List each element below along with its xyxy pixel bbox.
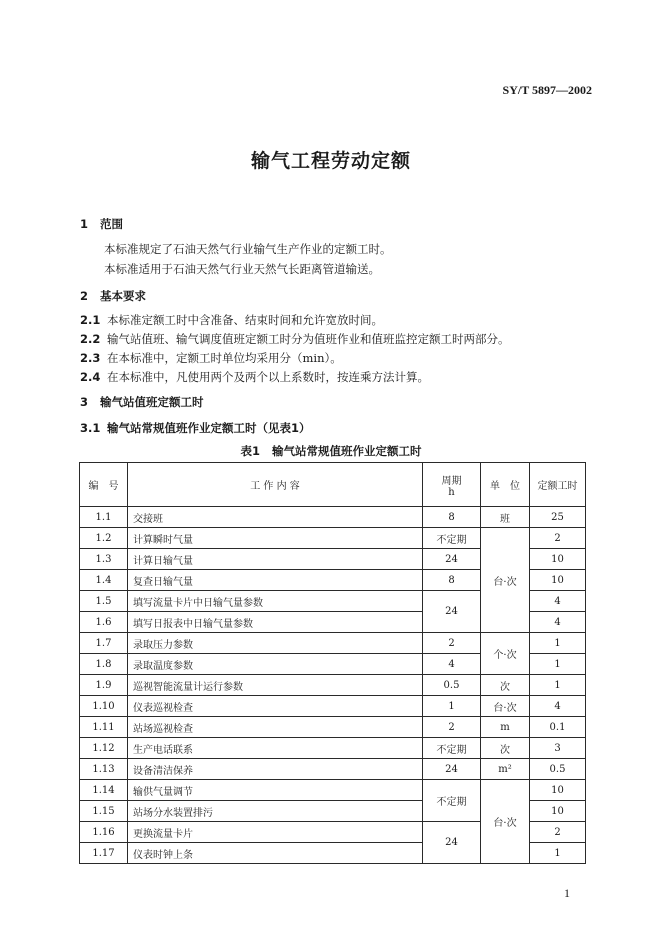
- cell-quota: 1: [530, 633, 586, 654]
- cell-id: 1.13: [80, 759, 128, 780]
- clause-2-1: [80, 312, 383, 328]
- table-caption-title: 输气站常规值班作业定额工时: [272, 444, 422, 458]
- header-period-line1: 周期: [441, 475, 462, 487]
- cell-id: 1.12: [80, 738, 128, 759]
- clause-number: 2.4: [80, 370, 101, 384]
- cell-content: 复查日输气量: [128, 570, 423, 591]
- clause-3-1: [80, 420, 311, 436]
- cell-content: 仪表时钟上条: [128, 843, 423, 864]
- cell-unit: 台·次: [481, 780, 530, 864]
- cell-quota: 0.5: [530, 759, 586, 780]
- clause-text: 输气站常规值班作业定额工时（见表1）: [107, 421, 311, 435]
- cell-content: 巡视智能流量计运行参数: [128, 675, 423, 696]
- cell-quota: 25: [530, 507, 586, 528]
- cell-period: 1: [423, 696, 481, 717]
- cell-id: 1.5: [80, 591, 128, 612]
- cell-period: 8: [423, 507, 481, 528]
- cell-period: 2: [423, 717, 481, 738]
- cell-quota: 10: [530, 570, 586, 591]
- cell-quota: 4: [530, 591, 586, 612]
- section-heading-scope: [80, 216, 123, 232]
- clause-text: 在本标准中，凡使用两个及两个以上系数时，按连乘方法计算。: [107, 370, 429, 384]
- cell-content: 填写日报表中日输气量参数: [128, 612, 423, 633]
- clause-text: 在本标准中，定额工时单位均采用分（min）。: [107, 351, 342, 365]
- table-caption-label: 表1: [240, 444, 260, 458]
- section-number: 2: [80, 289, 89, 303]
- cell-unit: 班: [481, 507, 530, 528]
- clause-number: 3.1: [80, 421, 101, 435]
- cell-period: 不定期: [423, 780, 481, 822]
- header-period: [423, 463, 481, 507]
- clause-number: 2.3: [80, 351, 101, 365]
- cell-period: 不定期: [423, 528, 481, 549]
- cell-content: 站场巡视检查: [128, 717, 423, 738]
- table-row: [80, 717, 586, 738]
- table-row: [80, 780, 586, 801]
- document-title: 输气工程劳动定额: [250, 150, 411, 172]
- cell-id: 1.10: [80, 696, 128, 717]
- scope-paragraph: 本标准规定了石油天然气行业输气生产作业的定额工时。: [104, 242, 392, 256]
- section-title: 输气站值班定额工时: [100, 395, 204, 409]
- table-row: [80, 528, 586, 549]
- cell-content: 计算瞬时气量: [128, 528, 423, 549]
- cell-id: 1.2: [80, 528, 128, 549]
- cell-content: 站场分水装置排污: [128, 801, 423, 822]
- cell-id: 1.14: [80, 780, 128, 801]
- cell-period: 2: [423, 633, 481, 654]
- header-quota: 定额工时: [530, 463, 586, 507]
- cell-quota: 2: [530, 822, 586, 843]
- cell-id: 1.7: [80, 633, 128, 654]
- cell-period: 24: [423, 822, 481, 864]
- clause-text: 本标准定额工时中含准备、结束时间和允许宽放时间。: [107, 313, 383, 327]
- cell-quota: 4: [530, 612, 586, 633]
- clause-text: 输气站值班、输气调度值班定额工时分为值班作业和值班监控定额工时两部分。: [107, 332, 510, 346]
- cell-unit: m: [481, 717, 530, 738]
- cell-unit: 次: [481, 675, 530, 696]
- section-number: 1: [80, 217, 89, 231]
- table-row: [80, 738, 586, 759]
- section-heading-requirements: [80, 288, 146, 304]
- cell-quota: 10: [530, 549, 586, 570]
- clause-2-2: [80, 331, 510, 347]
- page-number: 1: [564, 886, 570, 900]
- cell-quota: 10: [530, 780, 586, 801]
- cell-content: 输供气量调节: [128, 780, 423, 801]
- cell-quota: 0.1: [530, 717, 586, 738]
- cell-period: 24: [423, 549, 481, 570]
- section-heading-duty-quota: [80, 394, 204, 410]
- cell-id: 1.9: [80, 675, 128, 696]
- table-row: [80, 759, 586, 780]
- quota-table: [79, 462, 586, 864]
- table-row: [80, 696, 586, 717]
- cell-content: 仪表巡视检查: [128, 696, 423, 717]
- cell-quota: 1: [530, 675, 586, 696]
- cell-unit: 台·次: [481, 528, 530, 633]
- cell-id: 1.6: [80, 612, 128, 633]
- cell-id: 1.17: [80, 843, 128, 864]
- table-caption: [0, 443, 662, 459]
- cell-period: 4: [423, 654, 481, 675]
- cell-id: 1.4: [80, 570, 128, 591]
- cell-content: 录取温度参数: [128, 654, 423, 675]
- table-row: [80, 507, 586, 528]
- header-period-line2: h: [448, 486, 455, 498]
- table-header-row: [80, 463, 586, 507]
- cell-content: 设备清洁保养: [128, 759, 423, 780]
- cell-period: 24: [423, 591, 481, 633]
- clause-number: 2.1: [80, 313, 101, 327]
- cell-period: 24: [423, 759, 481, 780]
- section-number: 3: [80, 395, 89, 409]
- cell-content: 生产电话联系: [128, 738, 423, 759]
- cell-unit: 次: [481, 738, 530, 759]
- cell-id: 1.1: [80, 507, 128, 528]
- cell-period: 不定期: [423, 738, 481, 759]
- cell-id: 1.16: [80, 822, 128, 843]
- cell-period: 0.5: [423, 675, 481, 696]
- standard-code: SY/T 5897—2002: [502, 83, 592, 97]
- table-row: [80, 675, 586, 696]
- header-unit: 单 位: [481, 463, 530, 507]
- clause-number: 2.2: [80, 332, 101, 346]
- cell-quota: 2: [530, 528, 586, 549]
- section-title: 范围: [100, 217, 123, 231]
- cell-content: 计算日输气量: [128, 549, 423, 570]
- cell-id: 1.15: [80, 801, 128, 822]
- cell-content: 更换流量卡片: [128, 822, 423, 843]
- header-id: 编 号: [80, 463, 128, 507]
- cell-quota: 1: [530, 654, 586, 675]
- cell-content: 交接班: [128, 507, 423, 528]
- cell-id: 1.8: [80, 654, 128, 675]
- cell-period: 8: [423, 570, 481, 591]
- clause-2-4: [80, 369, 429, 385]
- table-row: [80, 633, 586, 654]
- cell-quota: 10: [530, 801, 586, 822]
- cell-unit: m²: [481, 759, 530, 780]
- cell-quota: 4: [530, 696, 586, 717]
- cell-content: 填写流量卡片中日输气量参数: [128, 591, 423, 612]
- cell-id: 1.11: [80, 717, 128, 738]
- cell-unit: 台·次: [481, 696, 530, 717]
- cell-id: 1.3: [80, 549, 128, 570]
- scope-paragraph: 本标准适用于石油天然气行业天然气长距离管道输送。: [104, 262, 380, 276]
- clause-2-3: [80, 350, 342, 366]
- header-content: 工 作 内 容: [128, 463, 423, 507]
- cell-quota: 3: [530, 738, 586, 759]
- cell-unit: 个·次: [481, 633, 530, 675]
- cell-quota: 1: [530, 843, 586, 864]
- cell-content: 录取压力参数: [128, 633, 423, 654]
- section-title: 基本要求: [100, 289, 146, 303]
